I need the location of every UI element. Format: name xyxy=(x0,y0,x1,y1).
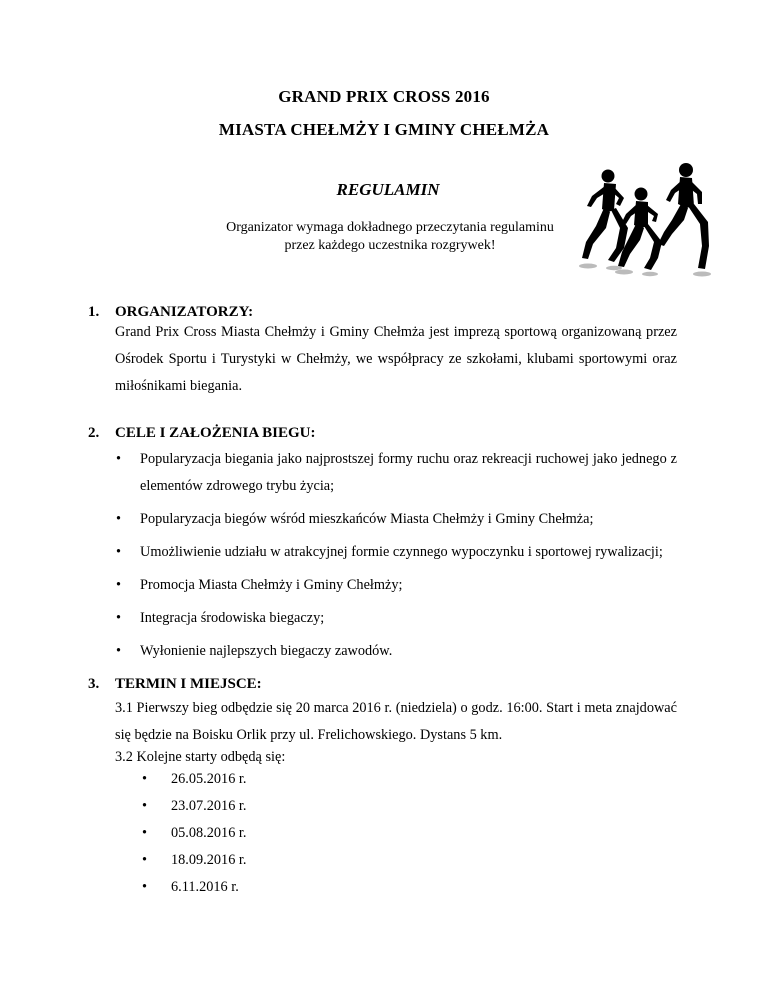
section-heading xyxy=(88,425,315,442)
bullet-icon: • xyxy=(116,577,122,593)
regulamin-heading: REGULAMIN xyxy=(336,180,440,199)
dates-list xyxy=(142,766,246,901)
section-paragraph: 3.1 Pierwszy bieg odbędzie się 20 marca 2016 r. (niedziela) o godz. 16:00. Start i meta znajdować się będzie na Boisku Orlik przy ul. Frelichowskiego. Dystans 5 km. xyxy=(115,700,677,743)
bullet-icon: • xyxy=(116,643,122,659)
section-title: CELE I ZAŁOŻENIA BIEGU: xyxy=(115,425,316,441)
section-title: TERMIN I MIEJSCE: xyxy=(115,676,262,692)
bullet-icon: • xyxy=(116,511,122,527)
goals-list xyxy=(115,446,677,671)
list-item: • Promocja Miasta Chełmży i Gminy Chełmży; xyxy=(115,572,677,599)
bullet-icon: • xyxy=(142,798,148,814)
intro-notice xyxy=(180,219,600,255)
bullet-icon: • xyxy=(142,852,148,868)
section-title: ORGANIZATORZY: xyxy=(115,304,254,320)
list-item: • 18.09.2016 r. xyxy=(142,847,246,874)
section-heading xyxy=(88,676,262,693)
intro-line: przez każdego uczestnika rozgrywek! xyxy=(284,238,496,253)
list-item: • Wyłonienie najlepszych biegaczy zawodów. xyxy=(115,638,677,665)
list-item: • Popularyzacja biegania jako najprostszej formy ruchu oraz rekreacji ruchowej jako jednego z elementów zdrowego trybu życia; xyxy=(115,446,677,500)
list-item: • Umożliwienie udziału w atrakcyjnej formie czynnego wypoczynku i sportowej rywalizacji; xyxy=(115,539,677,566)
list-item: • 05.08.2016 r. xyxy=(142,820,246,847)
section-number: 3. xyxy=(88,676,100,692)
section-paragraph: 3.2 Kolejne starty odbędą się: xyxy=(115,749,286,765)
bullet-icon: • xyxy=(142,879,148,895)
list-item: • Integracja środowiska biegaczy; xyxy=(115,605,677,632)
list-item: • 6.11.2016 r. xyxy=(142,874,246,901)
document-subtitle-location: MIASTA CHEŁMŻY I GMINY CHEŁMŻA xyxy=(218,120,550,139)
section-number: 1. xyxy=(88,304,100,320)
list-item: • 23.07.2016 r. xyxy=(142,793,246,820)
intro-line: Organizator wymaga dokładnego przeczytania regulaminu xyxy=(226,220,554,235)
runners-silhouette-icon xyxy=(578,162,720,278)
list-item: • Popularyzacja biegów wśród mieszkańców Miasta Chełmży i Gminy Chełmża; xyxy=(115,506,677,533)
bullet-icon: • xyxy=(116,544,122,560)
section-paragraph: Grand Prix Cross Miasta Chełmży i Gminy Chełmża jest imprezą sportową organizowaną przez Ośrodek Sportu i Turystyki w Chełmży, we współpracy ze szkołami, klubami sportowymi oraz miłośnikami biegania. xyxy=(115,324,677,394)
list-item: • 26.05.2016 r. xyxy=(142,766,246,793)
bullet-icon: • xyxy=(116,451,122,467)
bullet-icon: • xyxy=(142,825,148,841)
bullet-icon: • xyxy=(116,610,122,626)
section-number: 2. xyxy=(88,425,100,441)
bullet-icon: • xyxy=(142,771,148,787)
document-title: GRAND PRIX CROSS 2016 xyxy=(278,87,490,106)
